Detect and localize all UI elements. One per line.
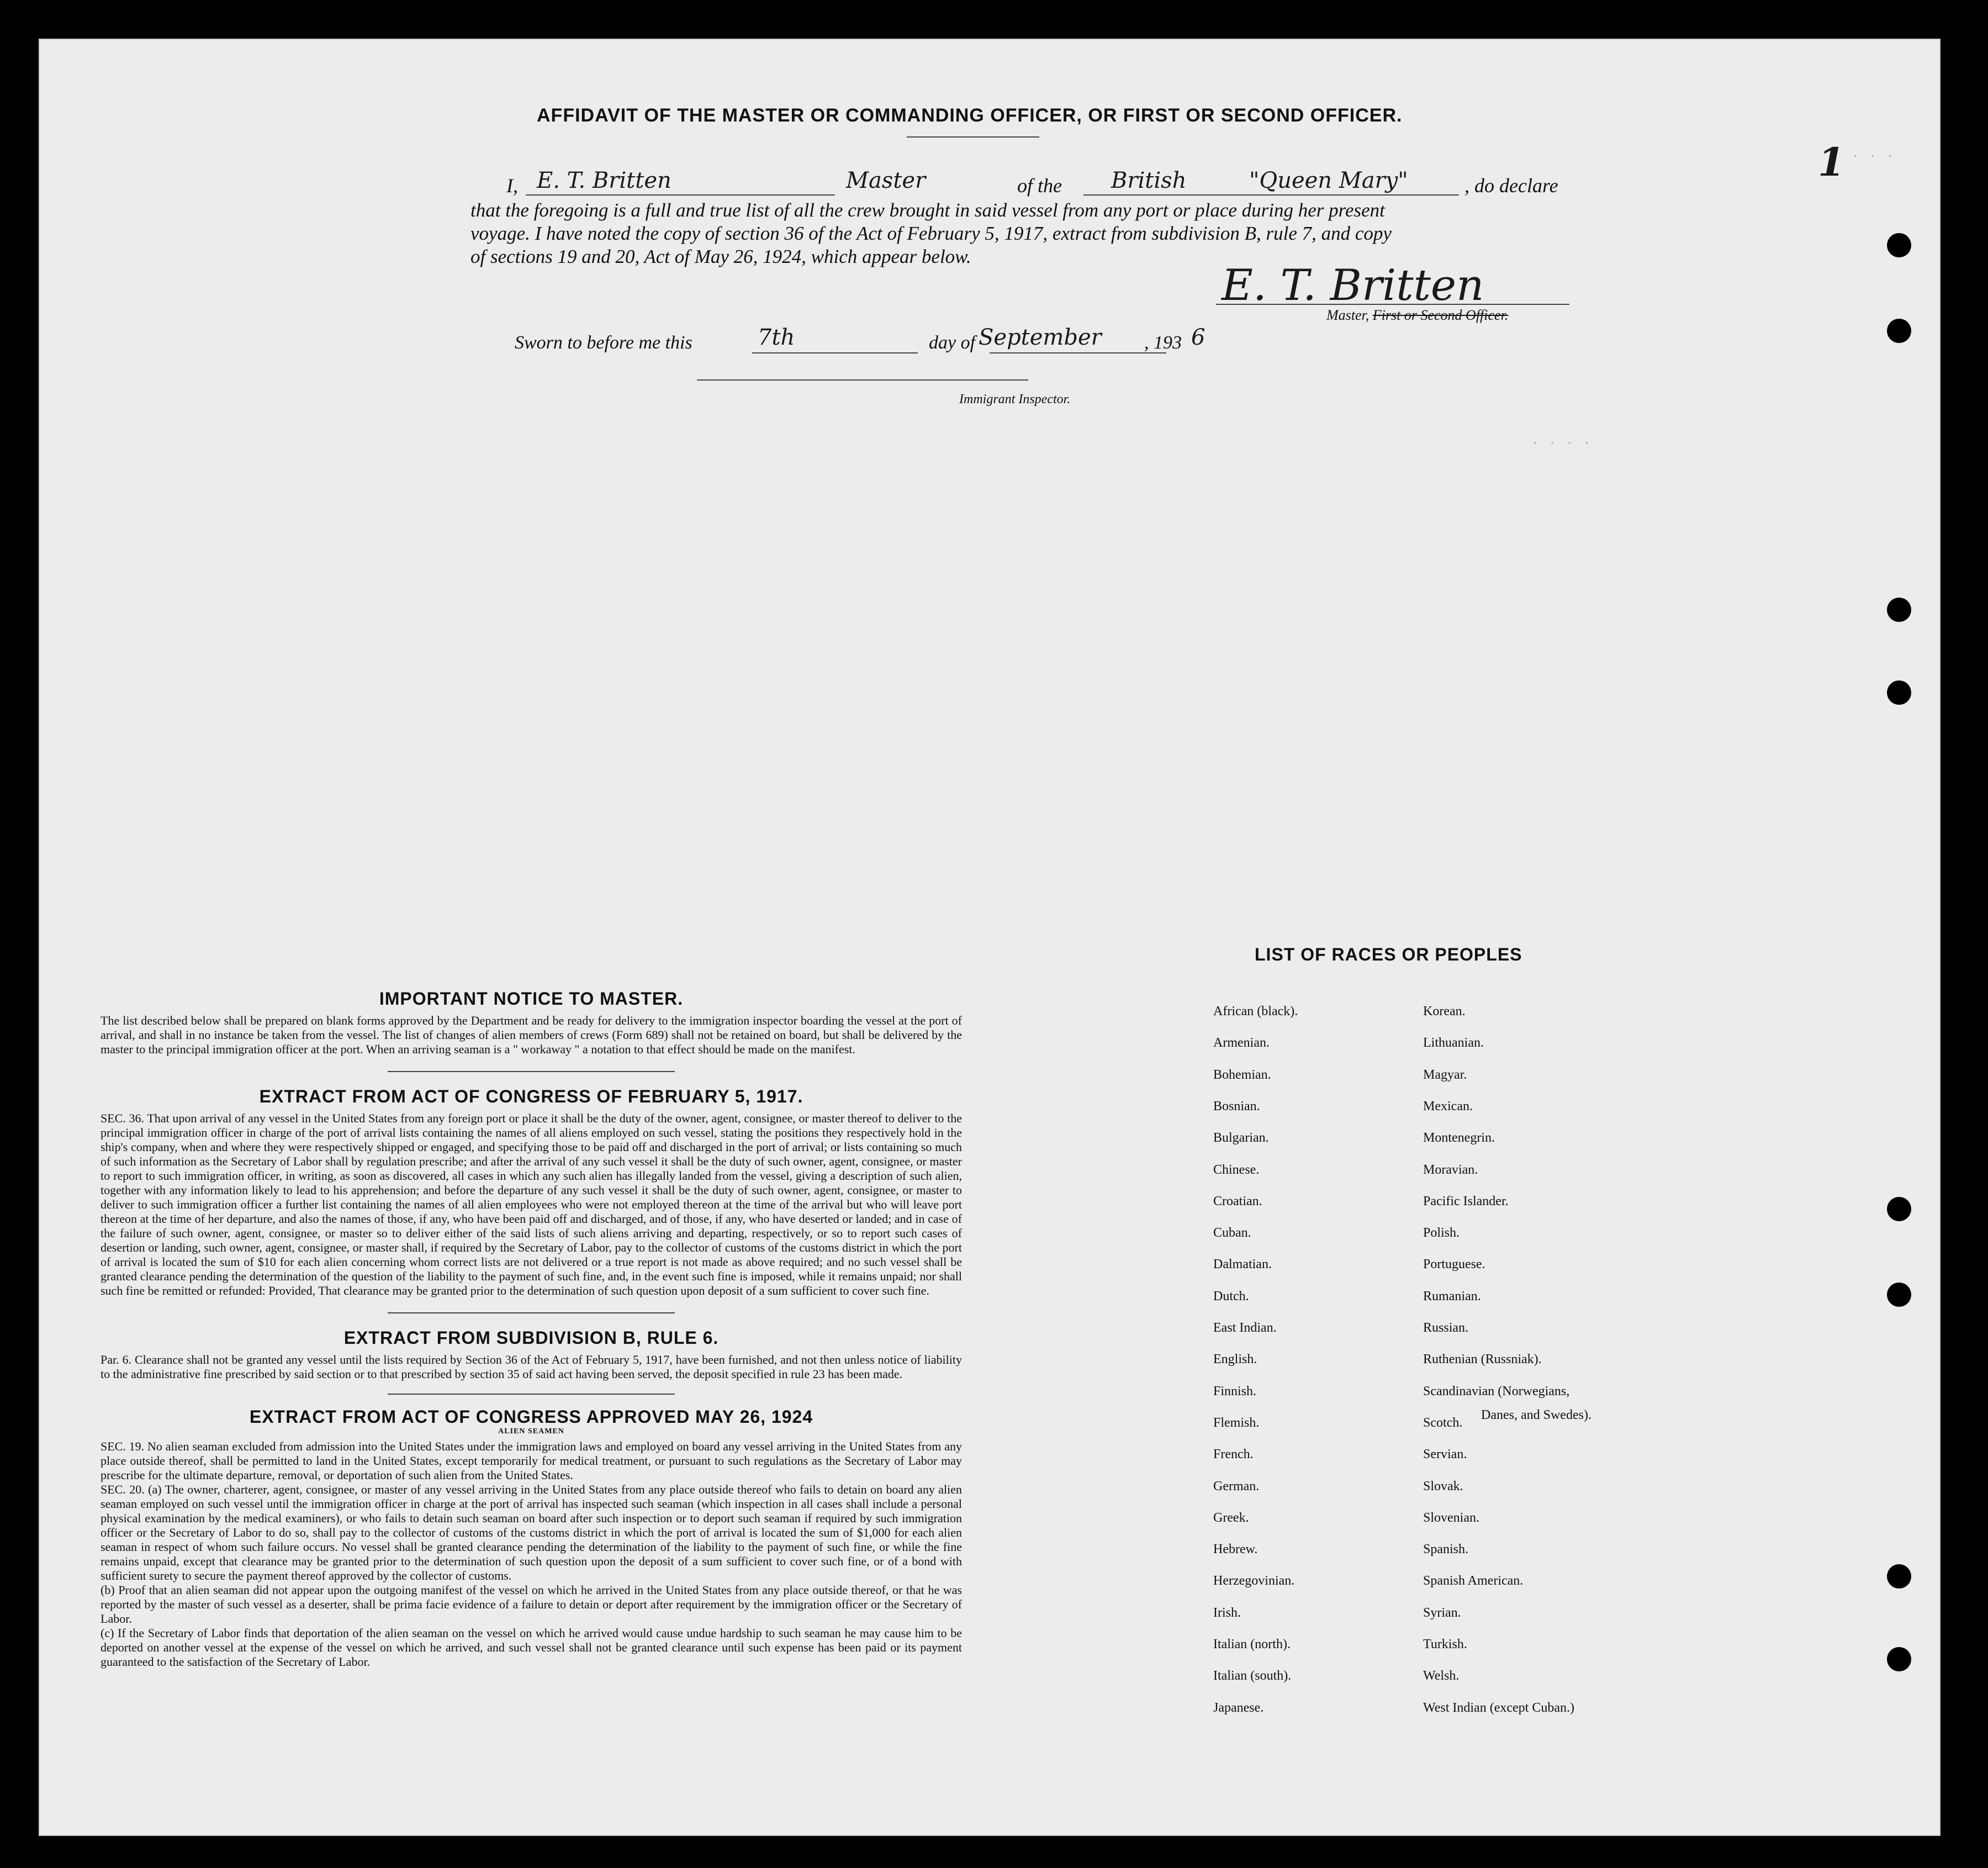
race-item: Irish.: [1213, 1605, 1241, 1620]
notice-text: The list described below shall be prepared on blank forms approved by the Department and be ready for delivery to the immigration inspector boarding the vessel at the port of arrival, and shall in no instance be taken from the vessel. The list of changes of alien members of crews (Form 689) shall not be retained on board, but shall be delivered by the master to the principal immigration officer at the port. When an arriving seaman is a " workaway " a notation to that effect should be made on the manifest.: [101, 1014, 962, 1056]
subdivision-b-text: Par. 6. Clearance shall not be granted any vessel until the lists required by Section 36 of the Act of February 5, 1917, have been furnished, and not then unless notice of liability to the administrative fine prescribed by said section or to that prescribed by section 35 of said act having been served, the deposit specified in rule 23 has been made.: [101, 1353, 962, 1381]
races-title: LIST OF RACES OR PEOPLES: [1255, 944, 1522, 964]
race-item: Portuguese.: [1423, 1257, 1485, 1272]
extract-1917-text: SEC. 36. That upon arrival of any vessel in the United States from any foreign port or place it shall be the duty of the owner, agent, consignee, or master thereof to deliver to the principal immigration officer in charge of the port of arrival lists containing the names of all aliens employed on such vessel, stating the positions they respectively hold in the ship's company, when and where they were respectively shipped or engaged, and specifying those to be paid off and discharged in the port of arrival; or lists containing so much of such information as the Secretary of Labor shall by regulation prescribe; and after the arrival of any such vessel it shall be the duty of such owner, agent, consignee, or master to report to such immigration officer, in writing, as soon as discovered, all cases in which any such alien has illegally landed from the vessel, giving a description of such alien, together with any information likely to lead to his apprehension; and before the departure of any such vessel it shall be the duty of such owner, agent, consignee, or master to deliver to such immigration officer a further list containing the names of all alien employees who were not employed thereon at the time of the arrival but who will leave port thereon at the time of her departure, and also the names of those, if any, who have been paid off and discharged, and of those, if any, who have deserted or landed; and in case of the failure of such owner, agent, consignee, or master so to deliver either of the said lists of such aliens arriving and departing, respectively, or so to report such cases of desertion or landing, such owner, agent, consignee, or master shall, if required by the Secretary of Labor, pay to the collector of customs of the customs district in which the port of arrival is located the sum of $10 for each alien concerning whom correct lists are not delivered or a true report is not made as above required; and no such vessel shall be granted clearance pending the determination of the question of the liability to the payment of such fine, and, in the event such fine is imposed, while it remains unpaid; nor shall such fine be remitted or refunded: Provided, That clearance may be granted prior to the determination of such question upon deposit of a sum sufficient to cover such fine.: [101, 1111, 962, 1297]
race-item: Turkish.: [1423, 1637, 1467, 1651]
sworn-day-handwritten: 7th: [758, 325, 795, 350]
signature-line: [1216, 304, 1569, 305]
inspector-label: Immigrant Inspector.: [959, 392, 1071, 407]
race-item: English.: [1213, 1352, 1257, 1367]
punch-hole: [1887, 319, 1911, 343]
race-item: Flemish.: [1213, 1415, 1260, 1430]
punch-hole: [1887, 1564, 1911, 1589]
race-item: Slovak.: [1423, 1479, 1463, 1494]
sec-20b-text: (b) Proof that an alien seaman did not appear upon the outgoing manifest of the vessel on which he arrived in the United States from any place outside thereof, or that he was reported by the master of such vessel as a deserter, shall be prima facie evidence of a failure to detain or deport after requirement by the immigration officer or the Secretary of Labor.: [101, 1583, 962, 1626]
master-name-handwritten: E. T. Britten: [537, 168, 672, 193]
rank-handwritten: Master: [846, 168, 926, 193]
notice-section: [101, 989, 962, 1669]
race-item: Syrian.: [1423, 1605, 1461, 1620]
page-number-mark: 1: [1818, 139, 1845, 185]
section-divider: [388, 1312, 675, 1313]
punch-hole: [1887, 1197, 1911, 1221]
section-divider: [388, 1394, 675, 1395]
race-item: Pacific Islander.: [1423, 1194, 1509, 1209]
race-item: Dalmatian.: [1213, 1257, 1272, 1272]
affidavit-line-3: of sections 19 and 20, Act of May 26, 1924, which appear below.: [470, 246, 971, 267]
affidavit-line-2: voyage. I have noted the copy of section 36 of the Act of February 5, 1917, extract from subdivision B, rule 7, and copy: [470, 223, 1392, 244]
sworn-day-line: [752, 352, 918, 353]
race-item: East Indian.: [1213, 1321, 1277, 1335]
race-item: German.: [1213, 1479, 1260, 1494]
race-item: Cuban.: [1213, 1226, 1251, 1241]
vessel-handwritten: "Queen Mary": [1249, 168, 1408, 193]
race-item: Bohemian.: [1213, 1067, 1271, 1082]
i-label: I,: [506, 175, 518, 197]
notice-title: IMPORTANT NOTICE TO MASTER.: [379, 989, 684, 1009]
race-item: French.: [1213, 1447, 1254, 1462]
race-item: Welsh.: [1423, 1669, 1460, 1684]
sec-19-text: SEC. 19. No alien seaman excluded from admission into the United States under the immigration laws and employed on board any vessel arriving in the United States from any place outside thereof, shall be permitted to land in the United States, except temporarily for medical treatment, or pursuant to such regulations as the Secretary of Labor may prescribe for the ultimate departure, removal, or deportation of such alien from the United States.: [101, 1439, 962, 1482]
race-item: Russian.: [1423, 1321, 1469, 1335]
race-item: Italian (north).: [1213, 1637, 1291, 1651]
signature-caption: Master, First or Second Officer.: [1326, 307, 1509, 323]
of-the-label: of the: [1017, 175, 1062, 197]
race-item: Bosnian.: [1213, 1099, 1260, 1114]
race-item: Dutch.: [1213, 1289, 1249, 1304]
document-sheet: . . . . . . . 1 AFFIDAVIT OF THE MASTER OR COMMANDING OFFICER, OR FIRST OR SECOND OFFICER. I, E. T. Britten Master of the British "Queen Mary" , do declare that the foregoing is a full and true list of all the crew brought in said vessel from any port or place during her present voyage. I have noted the copy of section 36 of the Act of February 5, 1917, extract from subdivision B, rule 7, and copy of sections 19 and 20, Act of May 26, 1924, which appear below. E. T. Britten Master, First or Second Officer. Sworn to before me this 7th day of September , 193 6 Immigrant Inspector. IMPORTANT NOTICE TO MASTER. The list described below shall be prepared on blank forms approved by the Department and be ready for delivery to the immigration inspector boarding the vessel at the port of arrival, and shall in no instance be taken from the vessel. The list of changes of alien members of crews (Form 689) shall not be retained on board, but shall be delivered by the master to the principal immigration officer at the port. When an arriving seaman is a " workaway " a notation to that effect should be made on the manifest. EXTRACT FROM ACT OF CONGRESS OF FEBRUARY 5, 1917. SEC. 36. That upon arrival of any vessel in the United States from any foreign port or place it shall be the duty of the owner, agent, consignee, or master thereof to deliver to the principal immigration officer in charge of the port of arrival lists containing the names of all aliens employed on such vessel, stating the positions they respectively hold in the ship's company, when and where they were respectively shipped or engaged, and specifying those to be paid off and discharged in the port of arrival; or lists containing so much of such information as the Secretary of Labor shall by regulation prescribe; and after the arrival of any such vessel it shall be the duty of such owner, agent, consignee, or master to report to such immigration officer, in writing, as soon as discovered, all cases in which any such alien has illegally landed from the vessel, giving a description of such alien, together with any information likely to lead to his apprehension; and before the departure of any such vessel it shall be the duty of such owner, agent, consignee, or master to deliver to such immigration officer a further list containing the names of all alien employees who were not employed thereon at the time of the arrival but who will leave port thereon at the time of her departure, and also the names of those, if any, who have been paid off and discharged, and of those, if any, who have deserted or landed; and in case of the failure of such owner, agent, consignee, or master so to deliver either of the said lists of such aliens arriving and departing, respectively, or so to report such cases of desertion or landing, such owner, agent, consignee, or master shall, if required by the Secretary of Labor, pay to the collector of customs of the customs district in which the port of arrival is located the sum of $10 for each alien concerning whom correct lists are not delivered or a true report is not made as above required; and no such vessel shall be granted clearance pending the determination of the question of the liability to the payment of such fine, and, in the event such fine is imposed, while it remains unpaid; nor shall such fine be remitted or refunded: Provided, That clearance may be granted prior to the determination of such question upon deposit of a sum sufficient to cover such fine. EXTRACT FROM SUBDIVISION B, RULE 6. Par. 6. Clearance shall not be granted any vessel until the lists required by Section 36 of the Act of February 5, 1917, have been furnished, and not then unless notice of liability to the administrative fine prescribed by said section or to that prescribed by section 35 of said act having been served, the deposit specified in rule 23 has been made. EXTRACT FROM ACT OF CONGRESS APPROVED MAY 26, 1924 ALIEN SEAMEN SEC. 19. No alien seaman excluded from admission into the United States under the immigration laws and employed on board any vessel arriving in the United States from any place outside thereof, shall be permitted to land in the United States, except temporarily for medical treatment, or pursuant to such regulations as the Secretary of Labor may prescribe for the ultimate departure, removal, or deportation of such alien from the United States. SEC. 20. (a) The owner, charterer, agent, consignee, or master of any vessel arriving in the United States from any place outside thereof who fails to detain on board any alien seaman employed on such vessel until the immigration officer in charge at the port of arrival has inspected such seaman (which inspection in all cases shall include a personal physical examination by the medical examiners), or who fails to detain such seaman on board after such inspection or to deport such seaman if required by such immigration officer or the Secretary of Labor to do so, shall pay to the collector of customs of the customs district in which the port of arrival is located the sum of $1,000 for each alien seaman in respect of whom such failure occurs. No vessel shall be granted clearance pending the determination of the liability to the payment of such fine, or while the fine remains unpaid, except that clearance may be granted prior to the determination of such question upon the deposit of a sum sufficient to cover such fine, or of a bond with sufficient surety to secure the payment thereof approved by the collector of customs. (b) Proof that an alien seaman did not appear upon the outgoing manifest of the vessel on which he arrived in the United States from any place outside thereof, or that he was reported by the master of such vessel as a deserter, shall be prima facie evidence of a failure to detain or deport after requirement by the immigration officer or the Secretary of Labor. (c) If the Secretary of Labor finds that deportation of the alien seaman on the vessel on which he arrived would cause undue hardship to such seaman he may cause him to be deported on another vessel at the expense of the vessel on which he arrived, and such vessel shall not be granted clearance until such expense has been paid or its payment guaranteed to the satisfaction of the Secretary of Labor. LIST OF RACES OR PEOPLES Danes, and Swedes). African (black). Armenian. Bohemian. Bosnian. Bulgarian. Chinese. Croatian. Cuban. Dalmatian. Dutch. East Indian. English. Finnish. Flemish. French. German. Greek. Hebrew. Herzegovinian. Irish. Italian (north). Italian (south). Japanese. Korean. Lithuanian. Magyar. Mexican. Montenegrin. Moravian. Pacific Islander. Polish. Portuguese. Rumanian. Russian. Ruthenian (Russniak). Scandinavian (Norwegians, Scotch. Servian. Slovak. Slovenian. Spanish. Spanish American. Syrian. Turkish. Welsh. West Indian (except Cuban.): [39, 39, 1941, 1836]
race-item: Spanish American.: [1423, 1574, 1524, 1589]
extract-1924-subtitle: ALIEN SEAMEN: [498, 1427, 564, 1436]
inspector-signature-line: [697, 379, 1028, 381]
punch-hole: [1887, 598, 1911, 622]
race-item: Rumanian.: [1423, 1289, 1481, 1304]
race-item: Mexican.: [1423, 1099, 1473, 1114]
sworn-label: Sworn to before me this: [515, 333, 692, 353]
race-item: Montenegrin.: [1423, 1131, 1495, 1146]
race-item: Lithuanian.: [1423, 1036, 1484, 1051]
race-item: Magyar.: [1423, 1067, 1467, 1082]
race-item: Chinese.: [1213, 1162, 1260, 1177]
race-item-continuation: Danes, and Swedes).: [1481, 1408, 1592, 1422]
race-item: Scandinavian (Norwegians,: [1423, 1384, 1570, 1399]
race-item: Slovenian.: [1423, 1510, 1479, 1525]
race-item: Greek.: [1213, 1510, 1249, 1525]
sworn-month-handwritten: September: [979, 325, 1102, 350]
race-item: Servian.: [1423, 1447, 1467, 1462]
struck-officer-titles: First or Second Officer.: [1372, 307, 1509, 323]
vessel-field-line: [1083, 194, 1459, 196]
race-item: Polish.: [1423, 1226, 1460, 1241]
punch-hole: [1887, 1283, 1911, 1307]
sec-20c-text: (c) If the Secretary of Labor finds that deportation of the alien seaman on the vessel on which he arrived would cause undue hardship to such seaman he may cause him to be deported on another vessel at the expense of the vessel on which he arrived, and such vessel shall not be granted clearance until such expense has been paid or its payment guaranteed to the satisfaction of the Secretary of Labor.: [101, 1626, 962, 1669]
day-of-label: day of: [929, 333, 976, 353]
race-item: Italian (south).: [1213, 1669, 1292, 1684]
name-field-line: [526, 194, 835, 196]
extract-1924-title: EXTRACT FROM ACT OF CONGRESS APPROVED MAY 26, 1924: [249, 1407, 813, 1427]
section-divider: [388, 1071, 675, 1072]
punch-hole: [1887, 1647, 1911, 1671]
race-item: Herzegovinian.: [1213, 1574, 1295, 1589]
master-signature: E. T. Britten: [1222, 261, 1484, 310]
sec-20a-text: SEC. 20. (a) The owner, charterer, agent, consignee, or master of any vessel arriving in the United States from any place outside thereof who fails to detain on board any alien seaman employed on such vessel until the immigration officer in charge at the port of arrival has inspected such seaman (which inspection in all cases shall include a personal physical examination by the medical examiners), or who fails to detain such seaman on board after such inspection or to deport such seaman if required by such immigration officer or the Secretary of Labor to do so, shall pay to the collector of customs of the customs district in which the port of arrival is located the sum of $1,000 for each alien seaman in respect of whom such failure occurs. No vessel shall be granted clearance pending the determination of the liability to the payment of such fine, or while the fine remains unpaid, except that clearance may be granted prior to the determination of such question upon the deposit of a sum sufficient to cover such fine, or of a bond with sufficient surety to secure the payment thereof approved by the collector of customs.: [101, 1482, 962, 1582]
race-item: Moravian.: [1423, 1162, 1478, 1177]
race-item: African (black).: [1213, 1004, 1298, 1019]
affidavit-title: AFFIDAVIT OF THE MASTER OR COMMANDING OFFICER, OR FIRST OR SECOND OFFICER.: [537, 105, 1403, 126]
title-underline: [907, 136, 1039, 138]
extract-1917-title: EXTRACT FROM ACT OF CONGRESS OF FEBRUARY 5, 1917.: [259, 1086, 803, 1106]
affidavit-line-1: that the foregoing is a full and true list of all the crew brought in said vessel from any port or place during her present: [470, 199, 1385, 221]
race-item: Croatian.: [1213, 1194, 1262, 1209]
race-item: Bulgarian.: [1213, 1131, 1269, 1146]
race-item: Scotch.: [1423, 1415, 1463, 1430]
do-declare-label: , do declare: [1464, 175, 1558, 197]
punch-hole: [1887, 680, 1911, 705]
race-item: Korean.: [1423, 1004, 1466, 1019]
punch-hole: [1887, 233, 1911, 257]
year-prefix: , 193: [1144, 333, 1182, 353]
year-digit-handwritten: 6: [1191, 325, 1206, 350]
nationality-handwritten: British: [1111, 168, 1187, 193]
race-item: West Indian (except Cuban.): [1423, 1700, 1574, 1715]
race-item: Ruthenian (Russniak).: [1423, 1352, 1542, 1367]
race-item: Armenian.: [1213, 1036, 1270, 1051]
race-item: Spanish.: [1423, 1542, 1469, 1557]
race-item: Japanese.: [1213, 1700, 1264, 1715]
race-item: Hebrew.: [1213, 1542, 1258, 1557]
affidavit-body: [470, 199, 1603, 268]
subdivision-b-title: EXTRACT FROM SUBDIVISION B, RULE 6.: [343, 1328, 719, 1348]
race-item: Finnish.: [1213, 1384, 1257, 1399]
sworn-month-line: [990, 352, 1166, 353]
